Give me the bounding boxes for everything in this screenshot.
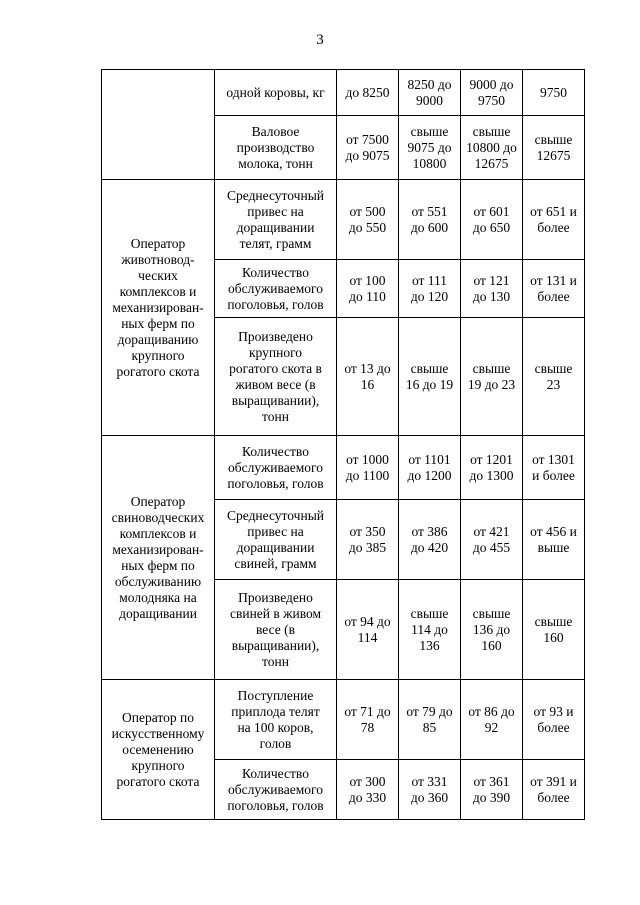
role-cell (102, 70, 215, 180)
value-cell: свыше 12675 (523, 116, 585, 180)
table-row (102, 70, 585, 116)
value-cell: 9000 до 9750 (461, 70, 523, 116)
value-cell: свыше 19 до 23 (461, 318, 523, 436)
value-cell: свыше 23 (523, 318, 585, 436)
indicator-cell: одной коровы, кг (215, 70, 337, 116)
indicator-cell: Валовое производство молока, тонн (215, 116, 337, 180)
value-cell: свыше 16 до 19 (399, 318, 461, 436)
value-cell: свыше 10800 до 12675 (461, 116, 523, 180)
indicator-cell: Количество обслуживаемого поголовья, голов (215, 436, 337, 500)
value-cell: от 94 до 114 (337, 580, 399, 680)
value-cell: от 1101 до 1200 (399, 436, 461, 500)
value-cell: от 71 до 78 (337, 680, 399, 760)
indicator-cell: Среднесуточный привес на доращивании свиней, грамм (215, 500, 337, 580)
value-cell: до 8250 (337, 70, 399, 116)
value-cell: от 456 и выше (523, 500, 585, 580)
indicator-cell: Среднесуточный привес на доращивании телят, грамм (215, 180, 337, 260)
role-cell: Оператор животновод- ческих комплексов и механизирован- ных ферм по доращиванию крупного рогатого скота (102, 180, 215, 436)
value-cell: от 601 до 650 (461, 180, 523, 260)
value-cell: от 86 до 92 (461, 680, 523, 760)
table-row (102, 436, 585, 500)
indicator-cell: Количество обслуживаемого поголовья, голов (215, 760, 337, 820)
page-number: 3 (316, 32, 324, 48)
value-cell: от 421 до 455 (461, 500, 523, 580)
value-cell: от 7500 до 9075 (337, 116, 399, 180)
value-cell: от 79 до 85 (399, 680, 461, 760)
value-cell: от 93 и более (523, 680, 585, 760)
role-cell: Оператор свиноводческих комплексов и механизирован- ных ферм по обслуживанию молодняка на доращивании (102, 436, 215, 680)
value-cell: от 350 до 385 (337, 500, 399, 580)
value-cell: от 131 и более (523, 260, 585, 318)
value-cell: свыше 160 (523, 580, 585, 680)
value-cell: от 361 до 390 (461, 760, 523, 820)
norms-table (101, 69, 585, 820)
value-cell: свыше 9075 до 10800 (399, 116, 461, 180)
value-cell: от 386 до 420 (399, 500, 461, 580)
value-cell: от 300 до 330 (337, 760, 399, 820)
table-row (102, 180, 585, 260)
value-cell: от 1201 до 1300 (461, 436, 523, 500)
value-cell: от 551 до 600 (399, 180, 461, 260)
value-cell: 8250 до 9000 (399, 70, 461, 116)
role-cell: Оператор по искусственному осеменению крупного рогатого скота (102, 680, 215, 820)
value-cell: от 331 до 360 (399, 760, 461, 820)
value-cell: от 651 и более (523, 180, 585, 260)
value-cell: от 111 до 120 (399, 260, 461, 318)
value-cell: свыше 136 до 160 (461, 580, 523, 680)
indicator-cell: Произведено крупного рогатого скота в живом весе (в выращивании), тонн (215, 318, 337, 436)
value-cell: от 121 до 130 (461, 260, 523, 318)
value-cell: от 100 до 110 (337, 260, 399, 318)
value-cell: от 500 до 550 (337, 180, 399, 260)
value-cell: от 13 до 16 (337, 318, 399, 436)
value-cell: от 391 и более (523, 760, 585, 820)
indicator-cell: Произведено свиней в живом весе (в выращивании), тонн (215, 580, 337, 680)
indicator-cell: Количество обслуживаемого поголовья, голов (215, 260, 337, 318)
value-cell: свыше 114 до 136 (399, 580, 461, 680)
value-cell: 9750 (523, 70, 585, 116)
indicator-cell: Поступление приплода телят на 100 коров, голов (215, 680, 337, 760)
value-cell: от 1301 и более (523, 436, 585, 500)
value-cell: от 1000 до 1100 (337, 436, 399, 500)
table-row (102, 680, 585, 760)
